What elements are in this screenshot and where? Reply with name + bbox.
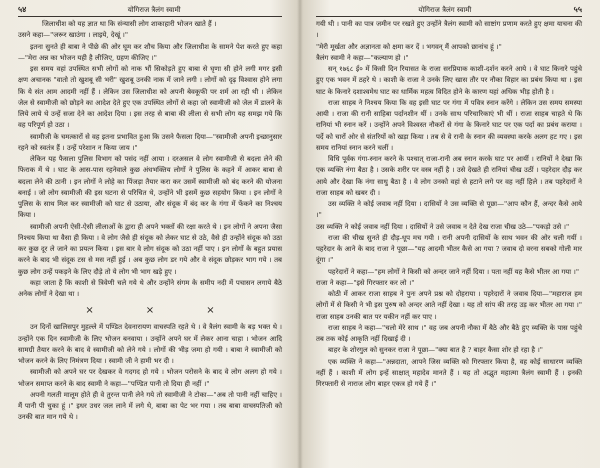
right-page-text bbox=[316, 19, 582, 390]
paragraph: राजा साहब ने निश्चय किया कि वह इसी घाट पर गंगा में पवित्र स्नान करेंगे । लेकिन उस समय समस्या आयी । राजा की रानी साहिबा पर्दानशीन थीं । उनके साथ परिचारिकाएं भी थीं । राजा साहब चाहते थे कि रानियां भी स्नान करें । उन्होंने अपने विश्वस्त नौकरों से गंगा के किनारे घाट पर एक पर्दा का प्रबंध कराया । पर्दे को चारों ओर से संतरियों को खड़ा किया । तब से वे रानी के स्नान की व्यवस्था करके अलग हट गए । इस समय रानियां स्नान करने चलीं । bbox=[316, 98, 582, 152]
paragraph: त्रैलंग स्वामी ने कहा—"कल्याण हो ।" bbox=[316, 53, 409, 62]
left-page bbox=[4, 0, 292, 468]
page-number: ५५ bbox=[573, 4, 582, 14]
cross-mark: × bbox=[145, 305, 155, 317]
paragraph: राजा की चीख सुनते ही दौड़-धूप मच गयी । रानी अपनी दासियों के साथ भवन की ओर चली गयीं । पहरेदार के आने के बाद राजा ने पूछा—"यह आदमी भीतर कैसे आ गया ? जवाब दो वरना सबको गोली मार दूंगा ।" bbox=[316, 233, 582, 265]
paragraph: स्वामीजी को अपने घर पर देखकर वे गदगद हो गये । भोजन परोसने के बाद वे लोग अलग हो गये । भोजन समाप्त करने के बाद स्वामी ने कहा—"पण्डित पानी तो दिया ही नहीं ।" bbox=[18, 368, 282, 388]
paragraph: गयी थी । पानी का पात्र जमीन पर रखते हुए उन्होंने त्रैलंग स्वामी को साष्टांग प्रणाम करते हुए क्षमा याचना की । bbox=[316, 20, 582, 40]
paragraph: "मेरी मूर्खता और अज्ञानता को क्षमा कर दें । भगवन् मैं आपको छानांच हूं ।" bbox=[316, 42, 502, 51]
paragraph: जिलाधीश को यह ज्ञात था कि संन्यासी लोग शाकाहारी भोजन खाते हैं । bbox=[42, 20, 217, 28]
paragraph: कोठी में आकर राजा साहब ने पुनः अपने प्रश्न को दोहराया । पहरेदारों ने जवाब दिया—"महाराज हम लोगों में से किसी ने भी इस पुरुष को अन्दर आते नहीं देखा । यह तो सांप की तरह उड़ कर भीतर आ गया ।" राजा साहब उनकी बात पर यकीन नहीं कर पाए । bbox=[316, 290, 582, 321]
paragraph: उस व्यक्ति ने कोई जवाब नहीं दिया । दासियों ने उस व्यक्ति से पूछा—"आप कौन हैं, अन्दर कैसे आये ।" bbox=[316, 200, 582, 220]
paragraph: राजा साहब ने कहा—"चलो मेरे साथ ।" वह जब अपनी नौका में बैठे और बैठे हुए व्यक्ति के पास पहुंचे तब तक कोई आकृति नहीं दिखाई दी । bbox=[316, 323, 582, 343]
section-break bbox=[18, 301, 282, 321]
running-title: योगिराज त्रैलंग स्वामी bbox=[418, 6, 472, 14]
paragraph: स्वामीजी अपनी ऐसी-ऐसी लीलाओं के द्वारा ही अपने भक्तों की रक्षा करते थे । इन लोगों ने अपना जैसा निश्चय किया था वैसा ही किया । वे लोग जैसे ही संदूक को लेकर घाट से उठे, वैसे ही उन्होंने संदूक को उठा कर कुछ दूर ले जाने का प्रयत्न किया । इस बार वे लोग संदूक को उठा नहीं पाए । इन लोगों के बहुत प्रयास करने के बाद भी संदूक टस से मस नहीं हुई । अब कुछ लोग डर गये और वे संदूक छोड़कर भाग गये । तब कुछ लोग उन्हें पकड़ने के लिए दौड़े तो ये लोग भी भाग खड़े हुए । bbox=[18, 222, 282, 276]
paragraph: अपनी गलती मालूम होते ही वे तुरन्त पानी लेने गये तो स्वामीजी ने टोका—"अब तो पानी नहीं चाहिए । मैं पानी पी चुका हूं ।" इधर उधर जल लाने में लगे थे, बाबा का पेट भर गया । तब बाबा वाचस्पतिजी को उनकी बात मान गये थे । bbox=[18, 390, 282, 422]
running-title: योगिराज त्रैलंग स्वामी bbox=[127, 6, 181, 14]
paragraph: इतना सुनते ही बाबा ने पीछे की ओर घूम कर शौच किया और जिलाधीश के सामने पेश करते हुए कहा—"मेरा अन्न का भोजन यही है लीजिए, ग्रहण कीजिए ।" bbox=[18, 42, 282, 62]
right-page bbox=[306, 0, 594, 468]
left-page-header bbox=[18, 4, 282, 17]
cross-mark: × bbox=[206, 305, 215, 317]
paragraph: बाहर के शोरगुल को सुनकर राजा ने पूछा—"क्या बात है ? बाहर कैसा शोर हो रहा है ।" bbox=[328, 346, 543, 355]
paragraph: उसने कहा—"जरूर खाउंगा । लाइये, देखूं ।" bbox=[18, 31, 129, 40]
paragraph: सन् १७६८ ई० में किसी दिन रियासत के राजा सरप्रियाक काशी-दर्शन करने आये । वे घाट किनारे पहुंचे हुए एक भवन में ठहरे थे । काशी के राजा ने उनके लिए खास तौर पर नौका विहार का प्रबंध किया था । इस घाट के किनारे दशाश्वमेध घाट का धार्मिक महत्व विदित होने के कारण यहां अधिक भीड़ होती है । bbox=[316, 65, 582, 96]
paragraph: इस समय वहां उपस्थित सभी लोगों को नाक भौं सिकोड़ते हुए बाबा से घृणा सी होने लगी मगर इसी क्षण अचानक "वातो तो खुशबू सी भरी" खुशबू उनकी नाक में जाने लगी । लोगों को दृढ़ विश्वास होने लगा कि ये संत आम आदमी नहीं हैं । लेकिन उस जिलाधीश को अपनी बेवकूफी पर शर्म आ रही थी । लेकिन जेल से स्वामीजी को छोड़ने का आदेश देते हुए एक उपस्थित लोगों से कहा जो स्वामीजी को जेल में डालने के लिये लाये थे उन्हें सजा देने का आदेश दिया । इस तरह से बाबा की लीला से सभी लोग यह समझ गये कि वह परिपूर्ण हो उठा । bbox=[18, 65, 282, 130]
paragraph: कहा जाता है कि काशी से त्रिवेणी चले गये थे और उन्होंने संगम के समीप नदी में पचासन लगाये बैठे अनेक लोगों ने देखा था । bbox=[18, 278, 282, 298]
paragraph: उन दिनों खालिसपुर मुहल्ले में पण्डित देवनारायण वाचस्पति रहते थे । वे त्रैलंग स्वामी के बड़ भक्त थे । उन्होंने एक दिन स्वामीजी के लिए भोजन बनवाया । उन्होंने अपने घर में लेकर आना चाहा । भोजन आदि सामग्री तैयार करने के बाद वे स्वामीजी को लेने गये । लोगों की भीड़ जमा हो गयी । बाबा ने स्वामीजी को भोजन करने के लिए निमंत्रण दिया । स्वामी जी ने हामी भर दी । bbox=[18, 323, 282, 365]
right-page-header bbox=[316, 4, 582, 17]
paragraph: राजा ने कहा—"इसे गिरफ्तार कर लो ।" bbox=[316, 278, 415, 287]
paragraph: विधि पूर्वक गंगा-स्नान करने के पश्चात् राजा-रानी अब स्नान करके घाट पर आयीं । रानियों ने देखा कि एक व्यक्ति नंगा बैठा है । उसके शरीर पर वस्त्र नहीं है । उसे देखते ही रानियां चीख उठीं । पहरेदार दौड़ कर आये और देखा कि नंगा साधु बैठा है । वे लोग उनको वहां से हटाने लगे पर वह नहीं हिले । तब पहरेदारों ने राजा साहब को खबर दी । bbox=[316, 155, 582, 197]
paragraph: एक व्यक्ति ने कहा—"अन्नदाता, आपने जिस व्यक्ति को गिरफ्तार किया है, वह कोई साधारण व्यक्ति नहीं हैं । काशी में लोग इन्हें साक्षात् महादेव मानते हैं । यह तो अद्भुत महात्मा त्रैलंग स्वामी हैं । इनकी गिरफ्तारी से नाराज लोग बाहर एकत्र हो गये हैं ।" bbox=[316, 357, 582, 388]
left-page-text bbox=[18, 19, 282, 424]
paragraph: लेकिन यह फैसला पुलिस विभाग को पसंद नहीं आया । दरअसल वे लोग स्वामीजी से बदला लेने की फिराक में थे । घाट के आस-पास रहनेवाले कुछ अंधभक्तिय लोगों ने पुलिस के कहने में आकर बाबा से बदला लेने की ठानी । इन लोगों ने लोहे का पिंजड़ा तैयार करा कर उसमें स्वामीजी को बंद करने की योजना बनाई । जो लोग स्वामीजी की इस घटना से परिचित थे, उन्होंने भी इसमें कुछ सहयोग किया । इन लोगों ने पुलिस के साथ मिल कर स्वामीजी को घाट से उठाया, और संदूक में बंद कर के गंगा में फेंकने का निश्चय किया । bbox=[18, 155, 282, 220]
cross-mark: × bbox=[85, 305, 94, 317]
paragraph: पहरेदारों ने कहा—"हम लोगों ने किसी को अन्दर जाने नहीं दिया । पता नहीं यह कैसे भीतर आ गया ।" bbox=[328, 267, 580, 276]
paragraph: उस व्यक्ति ने कोई जवाब नहीं दिया । दासियों ने उसे जवाब न देते देख राजा चीख उठे—"पकड़ो उसे ।" bbox=[316, 222, 570, 231]
paragraph: स्वामीजी के चमत्कारों से वह इतना प्रभावित हुआ कि उसने फैसला दिया—"स्वामीजी अपनी इच्छानुसार रहने को स्वतंत्र हैं । उन्हें परेशान न किया जाय ।" bbox=[18, 132, 282, 152]
page-number: ५४ bbox=[18, 4, 27, 14]
